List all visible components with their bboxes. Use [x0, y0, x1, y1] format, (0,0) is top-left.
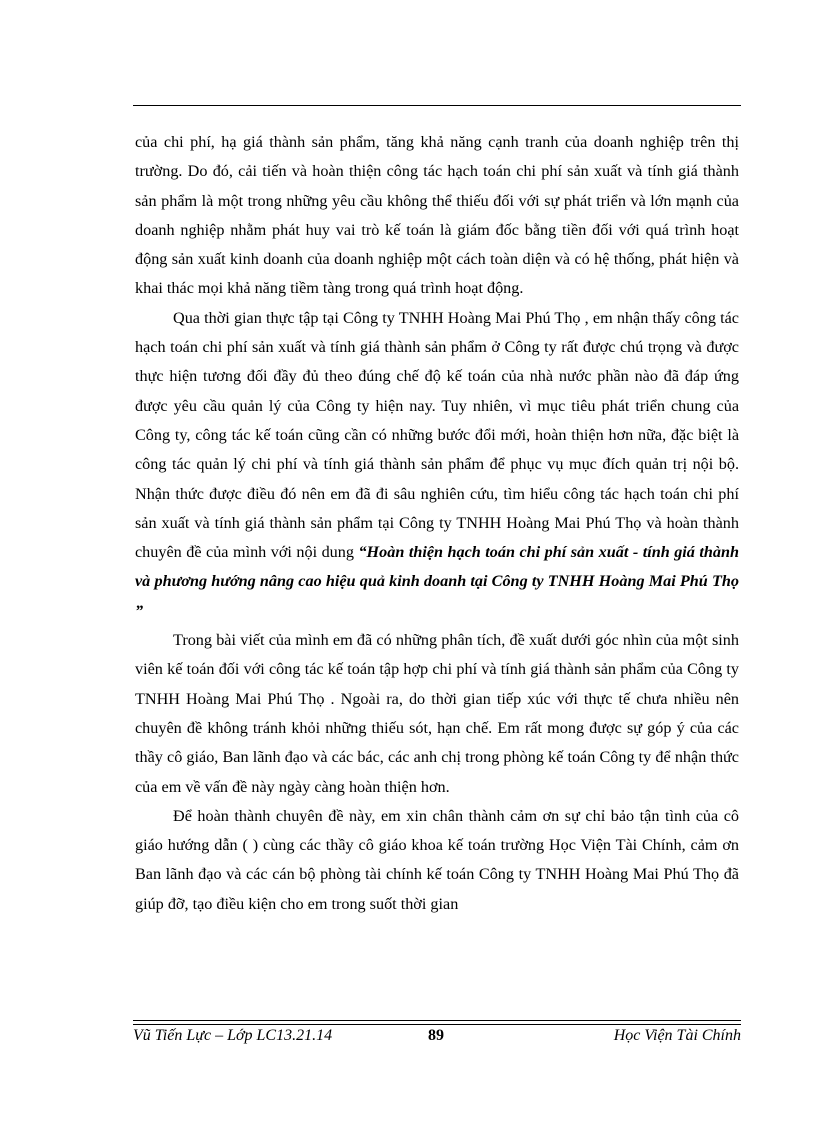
paragraph-continuation: của chi phí, hạ giá thành sản phẩm, tăng khả năng cạnh tranh của doanh nghiệp trên thị trường. Do đó, cải tiến và hoàn thiện công tác hạch toán chi phí sản xuất và tính giá thành sản phẩm là một trong những yêu cầu không thể thiếu đối với sự phát triển và lớn mạnh của doanh nghiệp nhằm phát huy vai trò kế toán là giám đốc bằng tiền đối với quá trình hoạt động sản xuất kinh doanh của doanh nghiệp một cách toàn diện và có hệ thống, phát hiện và khai thác mọi khả năng tiềm tàng trong quá trình hoạt động.: [135, 133, 739, 298]
body-text: [135, 128, 739, 919]
footer-rule: [133, 1020, 741, 1025]
page-footer: [133, 1027, 741, 1051]
paragraph-acknowledgement: Để hoàn thành chuyên đề này, em xin chân thành cảm ơn sự chỉ bảo tận tình của cô giáo hướng dẫn ( ) cùng các thầy cô giáo khoa kế toán trường Học Viện Tài Chính, cảm ơn Ban lãnh đạo và các cán bộ phòng tài chính kế toán Công ty TNHH Hoàng Mai Phú Thọ đã giúp đỡ, tạo điều kiện cho em trong suốt thời gian: [135, 806, 739, 913]
paragraph-analysis: Trong bài viết của mình em đã có những phân tích, đề xuất dưới góc nhìn của một sinh viên kế toán đối với công tác kế toán tập hợp chi phí và tính giá thành sản phẩm của Công ty TNHH Hoàng Mai Phú Thọ . Ngoài ra, do thời gian tiếp xúc với thực tế chưa nhiều nên chuyên đề không tránh khỏi những thiếu sót, hạn chế. Em rất mong được sự góp ý của các thầy cô giáo, Ban lãnh đạo và các bác, các anh chị trong phòng kế toán Công ty để nhận thức của em về vấn đề này ngày càng hoàn thiện hơn.: [135, 631, 739, 796]
footer-author: Vũ Tiến Lực – Lớp LC13.21.14: [133, 1027, 333, 1044]
paragraph-internship-text: Qua thời gian thực tập tại Công ty TNHH Hoàng Mai Phú Thọ , em nhận thấy công tác hạch toán chi phí sản xuất và tính giá thành sản phẩm ở Công ty rất được chú trọng và được thực hiện tương đối đầy đủ theo đúng chế độ kế toán của nhà nước phần nào đã đáp ứng được yêu cầu quản lý của Công ty hiện nay. Tuy nhiên, vì mục tiêu phát triển chung của Công ty, công tác kế toán cũng cần có những bước đổi mới, hoàn thiện hơn nữa, đặc biệt là công tác quản lý chi phí và tính giá thành sản phẩm để phục vụ mục đích quản trị nội bộ. Nhận thức được điều đó nên em đã đi sâu nghiên cứu, tìm hiểu công tác hạch toán chi phí sản xuất và tính giá thành sản phẩm tại Công ty TNHH Hoàng Mai Phú Thọ và hoàn thành chuyên đề của mình với nội dung: [135, 308, 739, 562]
footer-institution: Học Viện Tài Chính: [613, 1027, 741, 1044]
header-rule: [133, 105, 741, 106]
thesis-title: “Hoàn thiện hạch toán chi phí sản xuất - tính giá thành và phương hướng nâng cao hiệu quả kinh doanh tại Công ty TNHH Hoàng Mai Phú Thọ ”: [135, 543, 739, 620]
page-number: 89: [428, 1027, 444, 1044]
paragraph-internship: [135, 304, 739, 626]
